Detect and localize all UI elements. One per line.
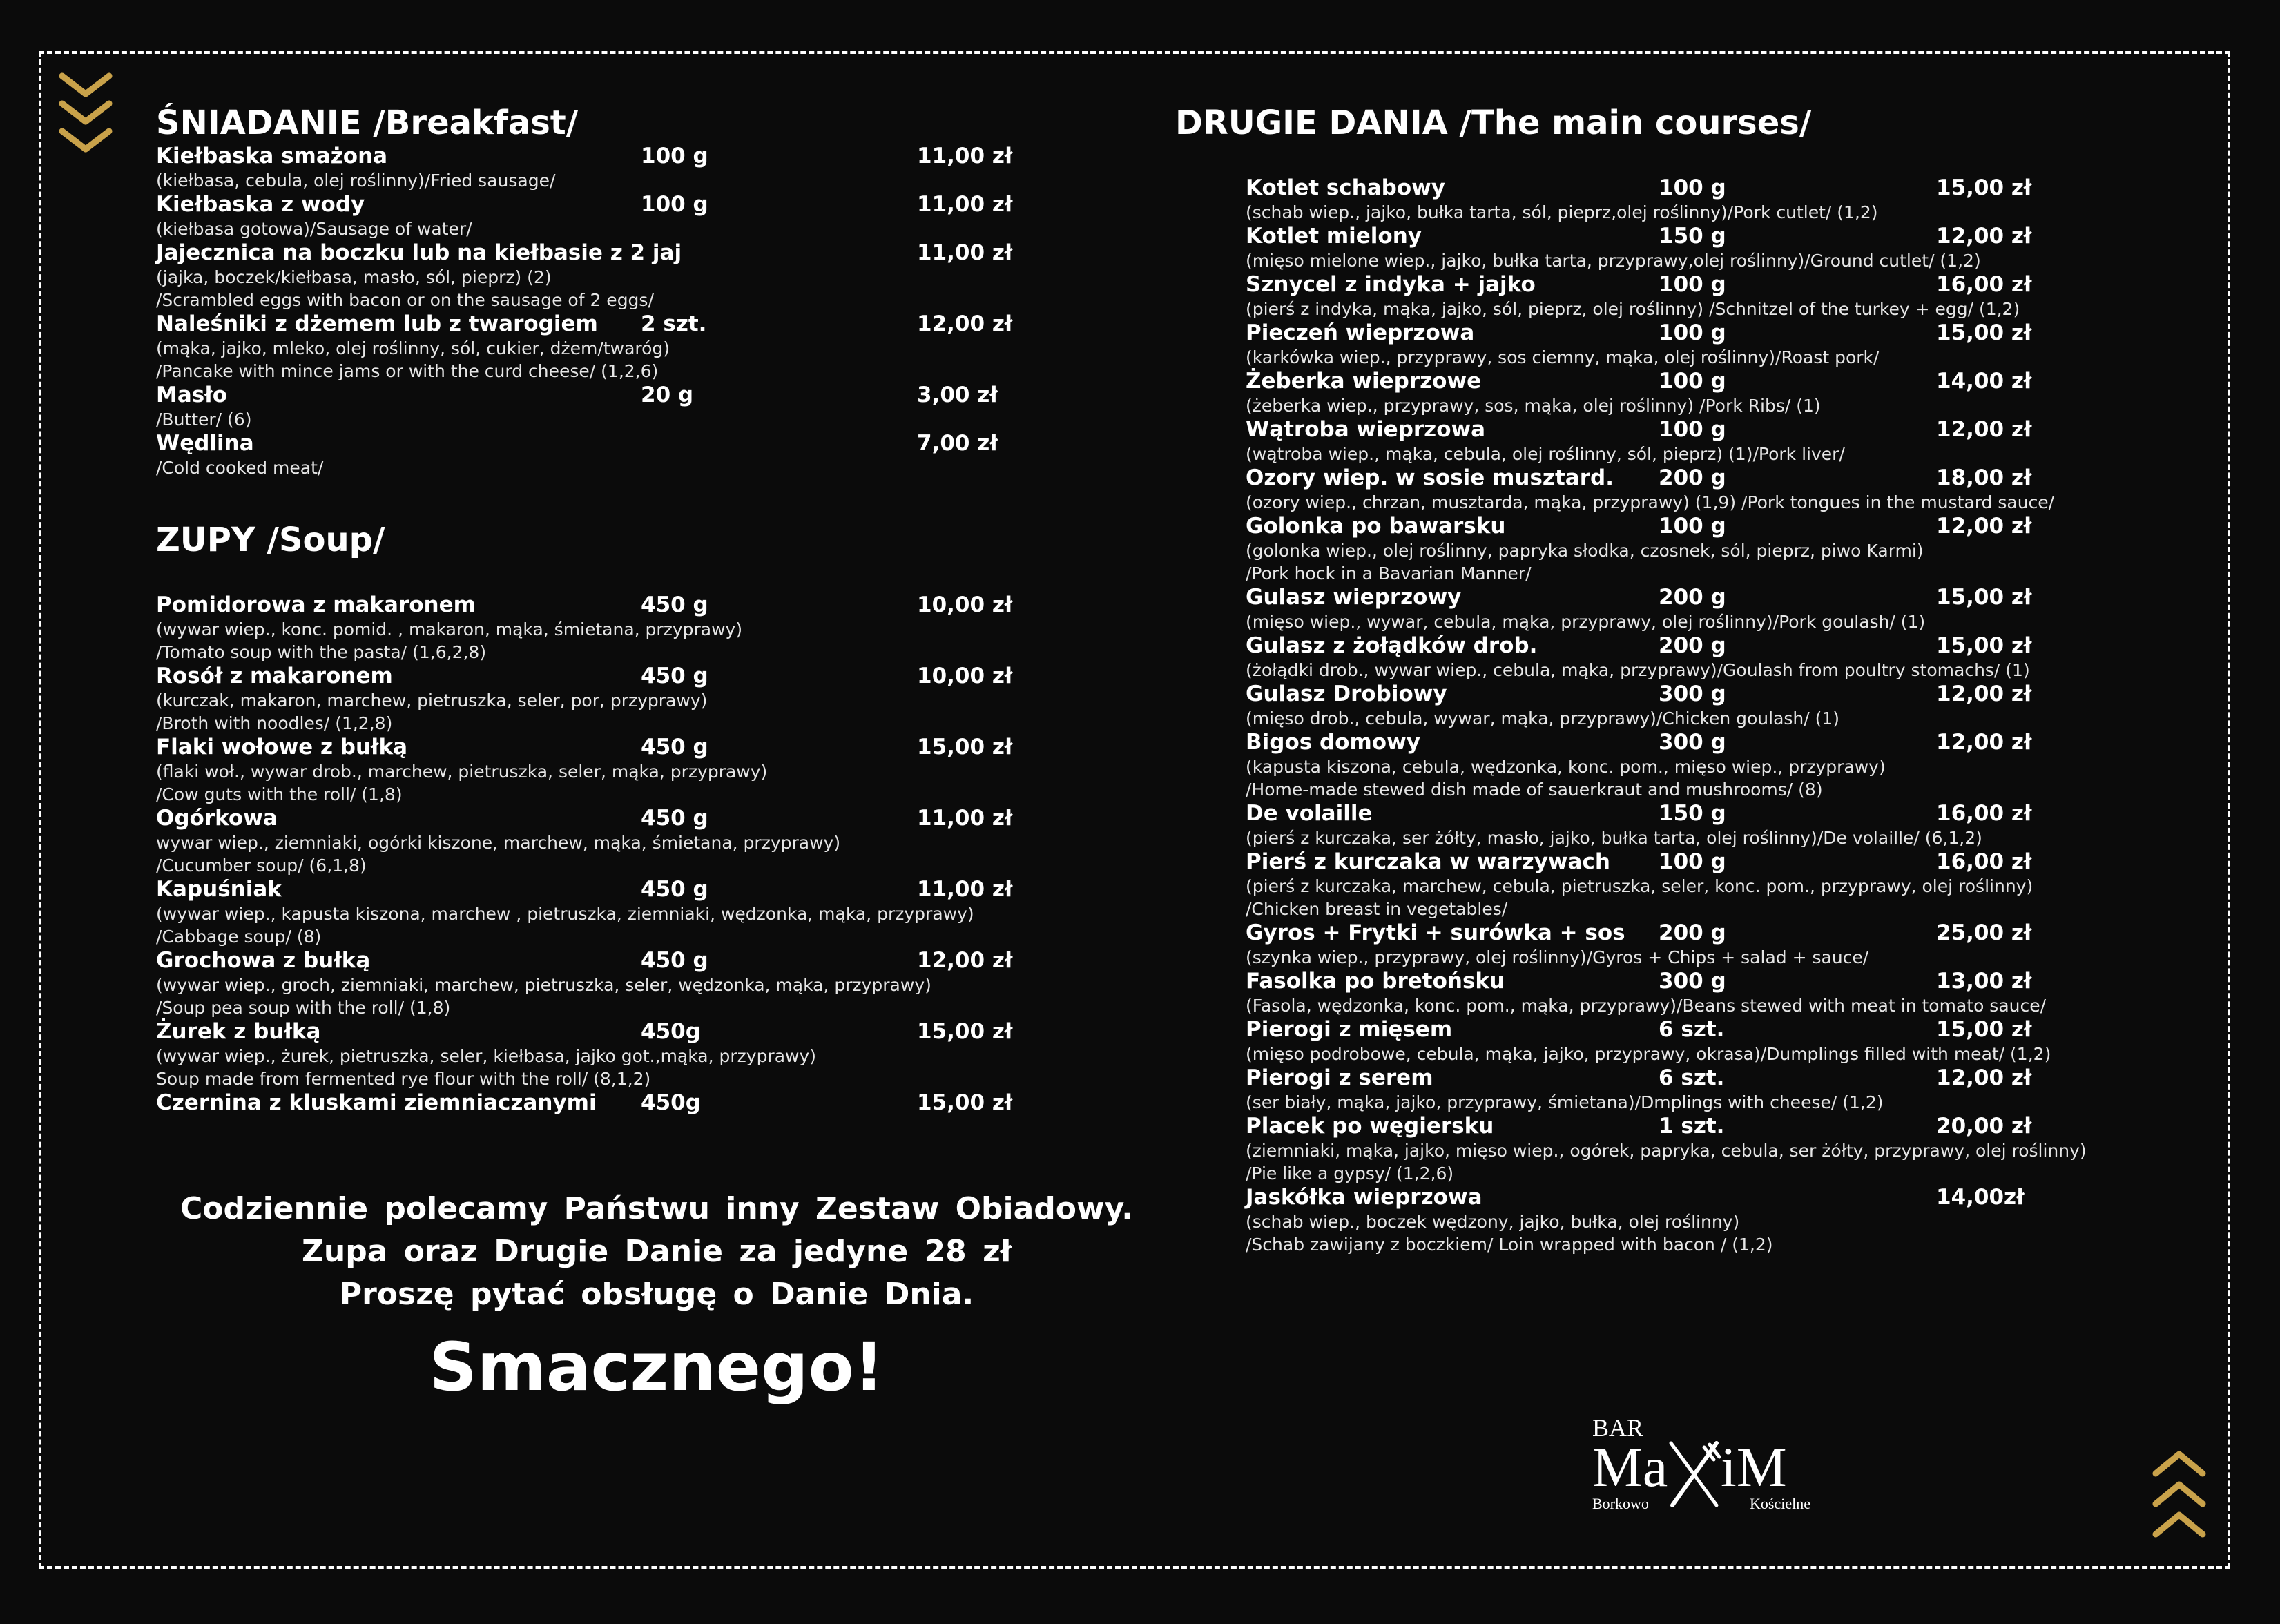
menu-item-name: Gulasz wieprzowy	[1246, 585, 1462, 610]
mains-list	[1175, 175, 2183, 1256]
logo-bar-text: BAR	[1592, 1414, 1644, 1442]
menu-item-quantity: 20 g	[641, 383, 694, 407]
menu-item	[156, 240, 1157, 311]
promo-line-2: Zupa oraz Drugie Danie za jedyne 28 zł	[301, 1234, 1012, 1269]
menu-item-name: Fasolka po bretońsku	[1246, 969, 1505, 994]
menu-item-name: Naleśniki z dżemem lub z twarogiem	[156, 311, 598, 336]
menu-item-quantity: 100 g	[641, 144, 708, 168]
menu-item-price: 7,00 zł	[917, 431, 998, 456]
menu-item-price: 12,00 zł	[1936, 514, 2032, 539]
menu-item-header	[156, 948, 1157, 974]
menu-item	[1175, 417, 2183, 465]
menu-item-price: 15,00 zł	[917, 735, 1013, 760]
menu-item-description: (kapusta kiszona, cebula, wędzonka, konc. pom., mięso wiep., przyprawy)	[1246, 757, 1886, 777]
menu-item-price: 13,00 zł	[1936, 969, 2032, 994]
menu-item-price: 15,00 zł	[1936, 633, 2032, 658]
menu-item-price: 11,00 zł	[917, 806, 1013, 831]
menu-item-price: 3,00 zł	[917, 383, 998, 407]
bar-maxim-logo	[1588, 1409, 1837, 1519]
menu-item	[156, 431, 1157, 479]
menu-item-header	[156, 383, 1157, 408]
menu-item-description: (schab wiep., jajko, bułka tarta, sól, pieprz,olej roślinny)/Pork cutlet/ (1,2)	[1246, 202, 1878, 222]
menu-item	[156, 877, 1157, 948]
menu-item-description: (wywar wiep., groch, ziemniaki, marchew, pietruszka, seler, wędzonka, mąka, przyprawy)	[156, 975, 931, 995]
menu-item-name: Kotlet mielony	[1246, 224, 1422, 249]
menu-item	[1175, 920, 2183, 969]
menu-item-price: 11,00 zł	[917, 192, 1013, 217]
menu-item-quantity: 450 g	[641, 592, 708, 617]
menu-item	[1175, 272, 2183, 320]
daily-promo	[156, 1188, 1157, 1409]
menu-item-header	[156, 240, 1157, 266]
menu-item-price: 18,00 zł	[1936, 465, 2032, 490]
menu-item-name: Ogórkowa	[156, 806, 278, 831]
menu-item-description: (jajka, boczek/kiełbasa, masło, sól, pieprz) (2)	[156, 267, 552, 287]
menu-item-description: /Home-made stewed dish made of sauerkraut and mushrooms/ (8)	[1246, 780, 1823, 800]
menu-item-description: (wywar wiep., konc. pomid. , makaron, mąka, śmietana, przyprawy)	[156, 619, 743, 639]
menu-item-name: Pierogi z serem	[1246, 1065, 1433, 1090]
menu-item-header	[1175, 1065, 2183, 1091]
menu-item	[1175, 320, 2183, 369]
menu-item-description: /Pie like a gypsy/ (1,2,6)	[1246, 1163, 1454, 1183]
menu-item-description: (wywar wiep., kapusta kiszona, marchew , pietruszka, ziemniaki, wędzonka, mąka, przyprawy)	[156, 904, 974, 924]
menu-item-quantity: 100 g	[1659, 369, 1726, 394]
chevron-down-icon	[58, 72, 113, 162]
menu-item-price: 11,00 zł	[917, 144, 1013, 168]
menu-item-name: Wędlina	[156, 431, 254, 456]
menu-item-description: /Broth with noodles/ (1,2,8)	[156, 713, 393, 733]
menu-item-quantity: 200 g	[1659, 585, 1726, 610]
menu-item	[156, 664, 1157, 735]
menu-item-description: (mąka, jajko, mleko, olej roślinny, sól, cukier, dżem/twaróg)	[156, 338, 670, 358]
menu-item-price: 15,00 zł	[917, 1019, 1013, 1044]
menu-item-price: 12,00 zł	[917, 311, 1013, 336]
menu-item-description: (pierś z kurczaka, ser żółty, masło, jajko, bułka tarta, olej roślinny)/De volaille/ (6,1,2)	[1246, 828, 1982, 848]
soup-title: ZUPY /Soup/	[156, 521, 385, 559]
menu-item-description: (ziemniaki, mąka, jajko, mięso wiep., ogórek, papryka, cebula, ser żółty, przyprawy, olej roślinny)	[1246, 1141, 2087, 1161]
menu-item-name: Żeberka wieprzowe	[1246, 369, 1482, 394]
menu-item-description: /Scrambled eggs with bacon or on the sausage of 2 eggs/	[156, 290, 654, 310]
menu-item-name: Żurek z bułką	[156, 1019, 321, 1044]
menu-item-quantity: 300 g	[1659, 730, 1726, 755]
promo-line-3: Proszę pytać obsługę o Danie Dnia.	[339, 1277, 974, 1312]
menu-item-price: 14,00zł	[1936, 1185, 2025, 1210]
right-column	[1175, 102, 2183, 1256]
menu-item-name: Jaskółka wieprzowa	[1246, 1185, 1482, 1210]
menu-item-header	[1175, 1185, 2183, 1210]
menu-item	[1175, 1114, 2183, 1185]
breakfast-title: ŚNIADANIE /Breakfast/	[156, 104, 579, 142]
menu-item-description: /Cow guts with the roll/ (1,8)	[156, 784, 403, 804]
soup-list	[156, 592, 1157, 1116]
menu-item-price: 10,00 zł	[917, 664, 1013, 688]
menu-item-header	[156, 592, 1157, 618]
menu-item-quantity: 200 g	[1659, 920, 1726, 945]
menu-item	[1175, 682, 2183, 730]
menu-item-name: Placek po węgiersku	[1246, 1114, 1494, 1139]
logo-place-left: Borkowo	[1592, 1495, 1649, 1512]
menu-item-name: Sznycel z indyka + jajko	[1246, 272, 1536, 297]
menu-item-quantity: 450 g	[641, 735, 708, 760]
menu-item-header	[1175, 514, 2183, 539]
menu-item-quantity: 1 szt.	[1659, 1114, 1725, 1139]
menu-item-description: /Cucumber soup/ (6,1,8)	[156, 856, 367, 876]
menu-item-name: Wątroba wieprzowa	[1246, 417, 1486, 442]
menu-item-header	[156, 431, 1157, 456]
menu-item-name: Rosół z makaronem	[156, 664, 393, 688]
menu-item	[156, 948, 1157, 1019]
menu-item-price: 15,00 zł	[1936, 1017, 2032, 1042]
menu-item-header	[1175, 1017, 2183, 1043]
logo-name-right: iM	[1721, 1436, 1787, 1498]
menu-item	[1175, 224, 2183, 272]
menu-item-header	[156, 1019, 1157, 1045]
menu-item-description: (szynka wiep., przyprawy, olej roślinny)/Gyros + Chips + salad + sauce/	[1246, 947, 1869, 967]
menu-item-price: 20,00 zł	[1936, 1114, 2032, 1139]
menu-item	[1175, 849, 2183, 920]
menu-item	[156, 192, 1157, 240]
menu-item-description: (żeberka wiep., przyprawy, sos, mąka, olej roślinny) /Pork Ribs/ (1)	[1246, 396, 1821, 416]
menu-item-header	[156, 806, 1157, 831]
menu-item	[156, 383, 1157, 431]
menu-item-price: 11,00 zł	[917, 240, 1013, 265]
mains-title: DRUGIE DANIA /The main courses/	[1175, 104, 1812, 142]
menu-item-price: 12,00 zł	[1936, 224, 2032, 249]
menu-item-quantity: 100 g	[1659, 272, 1726, 297]
menu-item-quantity: 150 g	[1659, 801, 1726, 826]
menu-item-header	[1175, 417, 2183, 443]
menu-item-quantity: 450g	[641, 1019, 701, 1044]
menu-item-header	[1175, 175, 2183, 201]
menu-item-price: 12,00 zł	[1936, 417, 2032, 442]
menu-item-header	[1175, 730, 2183, 755]
menu-item	[1175, 633, 2183, 682]
menu-item-description: /Pork hock in a Bavarian Manner/	[1246, 563, 1532, 583]
menu-item-quantity: 100 g	[1659, 320, 1726, 345]
menu-item-quantity: 150 g	[1659, 224, 1726, 249]
menu-item-header	[1175, 969, 2183, 994]
breakfast-list	[156, 144, 1157, 479]
menu-item-quantity: 450 g	[641, 877, 708, 902]
menu-item-price: 12,00 zł	[1936, 682, 2032, 706]
menu-item-description: (mięso drob., cebula, wywar, mąka, przyprawy)/Chicken goulash/ (1)	[1246, 708, 1840, 728]
menu-item-quantity: 6 szt.	[1659, 1017, 1725, 1042]
menu-item-quantity: 450g	[641, 1090, 701, 1115]
menu-item-header	[1175, 801, 2183, 826]
menu-item-quantity: 200 g	[1659, 633, 1726, 658]
menu-item-name: Gyros + Frytki + surówka + sos	[1246, 920, 1625, 945]
menu-item-quantity: 200 g	[1659, 465, 1726, 490]
menu-item-header	[1175, 320, 2183, 346]
menu-item-description: /Chicken breast in vegetables/	[1246, 899, 1508, 919]
menu-item-name: Kiełbaska z wody	[156, 192, 365, 217]
menu-item-quantity: 450 g	[641, 664, 708, 688]
menu-item-description: (mięso mielone wiep., jajko, bułka tarta, przyprawy,olej roślinny)/Ground cutlet/ (1,2)	[1246, 251, 1981, 271]
menu-item-description: (Fasola, wędzonka, konc. pom., mąka, przyprawy)/Beans stewed with meat in tomato sauce/	[1246, 996, 2047, 1016]
menu-item-price: 15,00 zł	[1936, 585, 2032, 610]
menu-item-price: 12,00 zł	[917, 948, 1013, 973]
menu-item-price: 14,00 zł	[1936, 369, 2032, 394]
menu-item-description: /Butter/ (6)	[156, 409, 252, 429]
menu-item-price: 16,00 zł	[1936, 801, 2032, 826]
menu-item-description: wywar wiep., ziemniaki, ogórki kiszone, marchew, mąka, śmietana, przyprawy)	[156, 833, 841, 853]
menu-item-description: (flaki woł., wywar drob., marchew, pietruszka, seler, mąka, przyprawy)	[156, 762, 768, 782]
menu-item-quantity: 100 g	[1659, 417, 1726, 442]
chevron-up-icon	[2152, 1449, 2207, 1545]
menu-item-description: (karkówka wiep., przyprawy, sos ciemny, mąka, olej roślinny)/Roast pork/	[1246, 347, 1880, 367]
menu-item-name: De volaille	[1246, 801, 1373, 826]
menu-item-name: Pierś z kurczaka w warzywach	[1246, 849, 1610, 874]
menu-item-name: Pieczeń wieprzowa	[1246, 320, 1475, 345]
menu-item-description: (ozory wiep., chrzan, musztarda, mąka, przyprawy) (1,9) /Pork tongues in the mustard sauce/	[1246, 492, 2055, 512]
promo-line-1: Codziennie polecamy Państwu inny Zestaw Obiadowy.	[180, 1191, 1134, 1226]
menu-item	[156, 144, 1157, 192]
menu-item-name: Pierogi z mięsem	[1246, 1017, 1453, 1042]
menu-item-name: Gulasz Drobiowy	[1246, 682, 1447, 706]
menu-item-price: 25,00 zł	[1936, 920, 2032, 945]
logo-name-left: Ma	[1592, 1436, 1668, 1498]
menu-item-name: Flaki wołowe z bułką	[156, 735, 408, 760]
menu-item-description: /Schab zawijany z boczkiem/ Loin wrapped with bacon / (1,2)	[1246, 1235, 1773, 1255]
menu-item	[1175, 1065, 2183, 1114]
menu-item-quantity: 2 szt.	[641, 311, 707, 336]
menu-item-description: (ser biały, mąka, jajko, przyprawy, śmietana)/Dmplings with cheese/ (1,2)	[1246, 1092, 1884, 1112]
menu-item-price: 11,00 zł	[917, 877, 1013, 902]
menu-item-header	[156, 664, 1157, 689]
menu-item-name: Czernina z kluskami ziemniaczanymi	[156, 1090, 597, 1115]
menu-item	[156, 735, 1157, 806]
menu-item-name: Gulasz z żołądków drob.	[1246, 633, 1538, 658]
menu-item-header	[156, 311, 1157, 337]
menu-item	[1175, 1017, 2183, 1065]
menu-item-header	[156, 1090, 1157, 1116]
menu-item-name: Kapuśniak	[156, 877, 282, 902]
menu-item	[156, 592, 1157, 664]
menu-item-name: Ozory wiep. w sosie musztard.	[1246, 465, 1614, 490]
menu-item-description: /Tomato soup with the pasta/ (1,6,2,8)	[156, 642, 487, 662]
menu-item-header	[1175, 1114, 2183, 1139]
menu-item-quantity: 450 g	[641, 948, 708, 973]
menu-item	[1175, 514, 2183, 585]
menu-item-quantity: 100 g	[1659, 849, 1726, 874]
menu-item-description: (pierś z kurczaka, marchew, cebula, pietruszka, seler, konc. pom., przyprawy, olej roślinny)	[1246, 876, 2033, 896]
menu-item	[156, 1090, 1157, 1116]
menu-item-header	[1175, 849, 2183, 875]
menu-item-quantity: 100 g	[1659, 514, 1726, 539]
logo-place-right: Kościelne	[1750, 1495, 1810, 1512]
menu-item-header	[1175, 633, 2183, 659]
menu-item-description: /Cold cooked meat/	[156, 458, 324, 478]
menu-item-header	[156, 735, 1157, 760]
menu-item-description: (kiełbasa, cebula, olej roślinny)/Fried sausage/	[156, 171, 556, 191]
menu-item-description: /Pancake with mince jams or with the curd cheese/ (1,2,6)	[156, 361, 659, 381]
menu-item-name: Golonka po bawarsku	[1246, 514, 1506, 539]
menu-item-name: Grochowa z bułką	[156, 948, 371, 973]
menu-item-quantity: 6 szt.	[1659, 1065, 1725, 1090]
menu-item	[156, 806, 1157, 877]
menu-item-price: 15,00 zł	[1936, 175, 2032, 200]
menu-item-description: (mięso podrobowe, cebula, mąka, jajko, przyprawy, okrasa)/Dumplings filled with meat/ (1,2)	[1246, 1044, 2051, 1064]
menu-item-quantity: 450 g	[641, 806, 708, 831]
menu-item	[1175, 801, 2183, 849]
menu-item	[1175, 969, 2183, 1017]
menu-item-header	[1175, 920, 2183, 946]
menu-item-quantity: 100 g	[1659, 175, 1726, 200]
menu-item-header	[1175, 585, 2183, 610]
menu-item-description: (żołądki drob., wywar wiep., cebula, mąka, przyprawy)/Goulash from poultry stomachs/ (1)	[1246, 660, 2030, 680]
menu-item-header	[1175, 224, 2183, 249]
menu-item-description: (schab wiep., boczek wędzony, jajko, bułka, olej roślinny)	[1246, 1212, 1740, 1232]
menu-item-header	[1175, 369, 2183, 394]
menu-item-price: 15,00 zł	[917, 1090, 1013, 1115]
menu-item	[1175, 1185, 2183, 1256]
menu-item-price: 12,00 zł	[1936, 1065, 2032, 1090]
menu-item-description: (pierś z indyka, mąka, jajko, sól, pieprz, olej roślinny) /Schnitzel of the turkey + egg/ (1,2)	[1246, 299, 2020, 319]
menu-item-name: Pomidorowa z makaronem	[156, 592, 476, 617]
menu-item-quantity: 300 g	[1659, 969, 1726, 994]
menu-item-quantity: 300 g	[1659, 682, 1726, 706]
menu-item-description: (golonka wiep., olej roślinny, papryka słodka, czosnek, sól, pieprz, piwo Karmi)	[1246, 541, 1924, 561]
menu-item-header	[1175, 465, 2183, 491]
menu-item-description: /Cabbage soup/ (8)	[156, 927, 322, 947]
promo-smacznego: Smacznego!	[429, 1328, 885, 1406]
menu-item-price: 16,00 zł	[1936, 272, 2032, 297]
menu-item	[1175, 369, 2183, 417]
menu-item-header	[1175, 272, 2183, 298]
menu-item-quantity: 100 g	[641, 192, 708, 217]
menu-item	[156, 1019, 1157, 1090]
menu-item-description: (mięso wiep., wywar, cebula, mąka, przyprawy, olej roślinny)/Pork goulash/ (1)	[1246, 612, 1926, 632]
menu-item-name: Masło	[156, 383, 228, 407]
menu-item-price: 12,00 zł	[1936, 730, 2032, 755]
menu-item-name: Jajecznica na boczku lub na kiełbasie z 2 jaj	[156, 240, 682, 265]
menu-item-header	[156, 144, 1157, 169]
menu-item-price: 10,00 zł	[917, 592, 1013, 617]
menu-item-price: 16,00 zł	[1936, 849, 2032, 874]
menu-item-name: Bigos domowy	[1246, 730, 1420, 755]
menu-item	[1175, 175, 2183, 224]
menu-item-price: 15,00 zł	[1936, 320, 2032, 345]
menu-item-header	[1175, 682, 2183, 707]
menu-item-description: (wywar wiep., żurek, pietruszka, seler, kiełbasa, jajko got.,mąka, przyprawy)	[156, 1046, 817, 1066]
left-column	[156, 102, 1157, 1116]
menu-item-description: Soup made from fermented rye flour with the roll/ (8,1,2)	[156, 1069, 651, 1089]
menu-item-header	[156, 877, 1157, 902]
menu-item	[156, 311, 1157, 383]
menu-item-description: /Soup pea soup with the roll/ (1,8)	[156, 998, 451, 1018]
menu-item-name: Kiełbaska smażona	[156, 144, 388, 168]
menu-item-description: (kiełbasa gotowa)/Sausage of water/	[156, 219, 472, 239]
menu-item-description: (wątroba wiep., mąka, cebula, olej roślinny, sól, pieprz) (1)/Pork liver/	[1246, 444, 1845, 464]
menu-item	[1175, 585, 2183, 633]
menu-item	[1175, 730, 2183, 801]
menu-item-header	[156, 192, 1157, 218]
menu-item	[1175, 465, 2183, 514]
menu-item-name: Kotlet schabowy	[1246, 175, 1446, 200]
menu-item-description: (kurczak, makaron, marchew, pietruszka, seler, por, przyprawy)	[156, 690, 708, 710]
